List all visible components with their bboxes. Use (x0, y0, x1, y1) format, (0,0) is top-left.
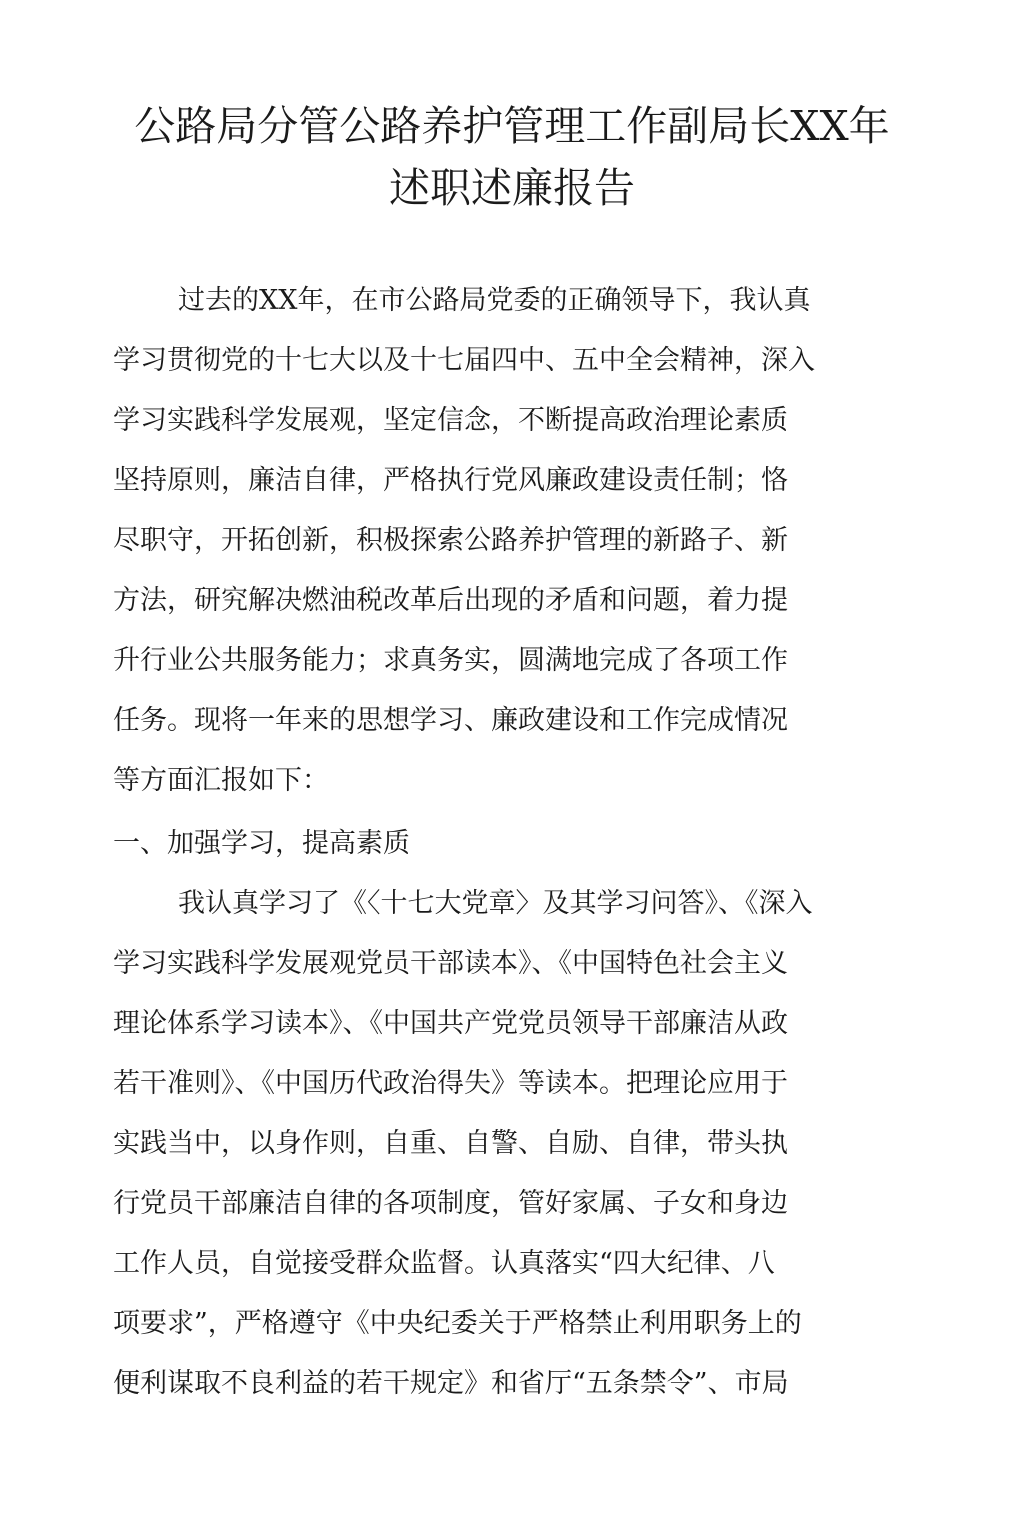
document-title-line-1: 公路局分管公路养护管理工作副局长XX年 (134, 102, 890, 150)
paragraph-line: 项要求”，严格遵守《中央纪委关于严格禁止利用职务上的 (113, 1308, 802, 1339)
paragraph-line: 过去的XX年，在市公路局党委的正确领导下，我认真 (178, 285, 811, 316)
paragraph-line: 理论体系学习读本》、《中国共产党党员领导干部廉洁从政 (113, 1008, 788, 1039)
paragraph-line: 工作人员，自觉接受群众监督。认真落实“四大纪律、八 (113, 1248, 775, 1279)
paragraph-line: 学习贯彻党的十七大以及十七届四中、五中全会精神，深入 (113, 345, 815, 376)
paragraph-line: 我认真学习了《〈十七大党章〉及其学习问答》、《深入 (178, 888, 813, 919)
section-heading: 一、加强学习，提高素质 (113, 828, 410, 859)
paragraph-line: 任务。现将一年来的思想学习、廉政建设和工作完成情况 (113, 705, 788, 736)
document-title-line-2: 述职述廉报告 (389, 164, 635, 212)
paragraph-line: 方法，研究解决燃油税改革后出现的矛盾和问题，着力提 (113, 585, 788, 616)
paragraph-line: 学习实践科学发展观党员干部读本》、《中国特色社会主义 (113, 948, 788, 979)
paragraph-line: 若干准则》、《中国历代政治得失》等读本。把理论应用于 (113, 1068, 788, 1099)
paragraph-line: 学习实践科学发展观，坚定信念，不断提高政治理论素质 (113, 405, 788, 436)
paragraph-line: 实践当中，以身作则，自重、自警、自励、自律，带头执 (113, 1128, 788, 1159)
paragraph-line: 等方面汇报如下： (113, 765, 329, 796)
paragraph-line: 升行业公共服务能力；求真务实，圆满地完成了各项工作 (113, 645, 788, 676)
paragraph-line: 尽职守，开拓创新，积极探索公路养护管理的新路子、新 (113, 525, 788, 556)
paragraph-line: 坚持原则，廉洁自律，严格执行党风廉政建设责任制；恪 (113, 465, 788, 496)
paragraph-line: 便利谋取不良利益的若干规定》和省厅“五条禁令”、市局 (113, 1368, 789, 1399)
paragraph-line: 行党员干部廉洁自律的各项制度，管好家属、子女和身边 (113, 1188, 788, 1219)
